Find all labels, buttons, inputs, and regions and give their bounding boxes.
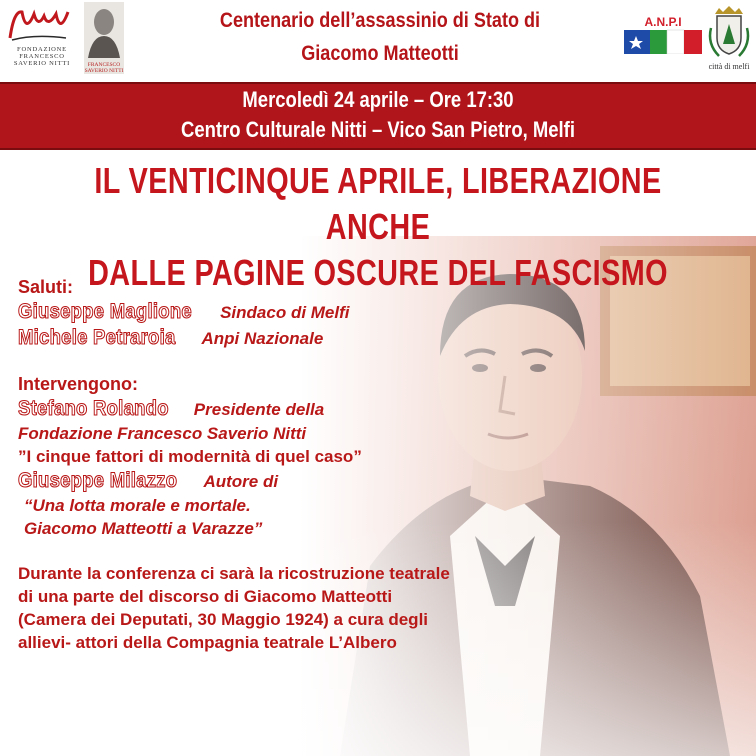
closing-line: di una parte del discorso di Giacomo Matteotti bbox=[18, 587, 393, 606]
speaker-role: Presidente della bbox=[193, 400, 325, 419]
speaker-role: Sindaco di Melfi bbox=[220, 303, 350, 322]
centenary-title-line2: Giacomo Matteotti bbox=[301, 42, 459, 65]
intervengono-label: Intervengono: bbox=[18, 374, 138, 394]
speaker-name: Michele Petraroia bbox=[18, 326, 176, 349]
closing-line: allievi- attori della Compagnia teatrale L’Albero bbox=[18, 633, 397, 652]
closing-line: (Camera dei Deputati, 30 Maggio 1924) a cura degli bbox=[18, 610, 429, 629]
city-label: città di melfi bbox=[708, 62, 750, 71]
headline-line1: IL VENTICINQUE APRILE, LIBERAZIONE ANCHE bbox=[94, 160, 662, 247]
talk-title: ”I cinque fattori di modernità di quel caso” bbox=[18, 447, 362, 466]
book-title-line1: “Una lotta morale e mortale. bbox=[24, 496, 251, 515]
intervening-speaker bbox=[18, 396, 738, 422]
fondazione-nitti-logo bbox=[4, 4, 82, 70]
event-date-time: Mercoledì 24 aprile – Ore 17:30 bbox=[242, 87, 514, 112]
nitti-portrait-logo bbox=[84, 2, 124, 74]
event-info-band bbox=[0, 82, 756, 150]
centenary-title bbox=[174, 4, 587, 70]
saluti-speaker bbox=[18, 299, 738, 325]
header bbox=[0, 0, 756, 82]
nitti-portrait-icon bbox=[84, 2, 124, 58]
speaker-role: Autore di bbox=[203, 472, 279, 491]
headline-line2: DALLE PAGINE OSCURE DEL FASCISMO bbox=[88, 252, 668, 293]
centenary-title-line1: Centenario dell’assassinio di Stato di bbox=[219, 9, 541, 32]
anpi-logo-text: A.N.P.I bbox=[644, 15, 682, 29]
closing-line: Durante la conferenza ci sarà la ricostruzione teatrale bbox=[18, 564, 450, 583]
speaker-role-continued: Fondazione Francesco Saverio Nitti bbox=[18, 424, 307, 443]
citta-di-melfi-logo bbox=[705, 4, 753, 74]
intervening-speaker bbox=[18, 468, 738, 494]
anpi-logo bbox=[624, 14, 702, 54]
program-text bbox=[18, 276, 738, 654]
nitti-logo-text: FONDAZIONE FRANCESCO SAVERIO NITTI bbox=[13, 46, 71, 67]
saluti-speaker bbox=[18, 325, 738, 351]
book-title-line2: Giacomo Matteotti a Varazze” bbox=[24, 519, 263, 538]
city-crest-icon bbox=[705, 4, 753, 60]
speaker-role: Anpi Nazionale bbox=[201, 329, 324, 348]
nitti-portrait-text: FRANCESCO SAVERIO NITTI bbox=[84, 62, 124, 74]
speaker-name: Giuseppe Milazzo bbox=[18, 469, 178, 492]
speaker-name: Giuseppe Maglione bbox=[18, 300, 192, 323]
saluti-label: Saluti: bbox=[18, 277, 74, 297]
event-location: Centro Culturale Nitti – Vico San Pietro, Melfi bbox=[181, 117, 575, 142]
speaker-name: Stefano Rolando bbox=[18, 397, 169, 420]
nitti-signature-icon bbox=[4, 4, 74, 44]
